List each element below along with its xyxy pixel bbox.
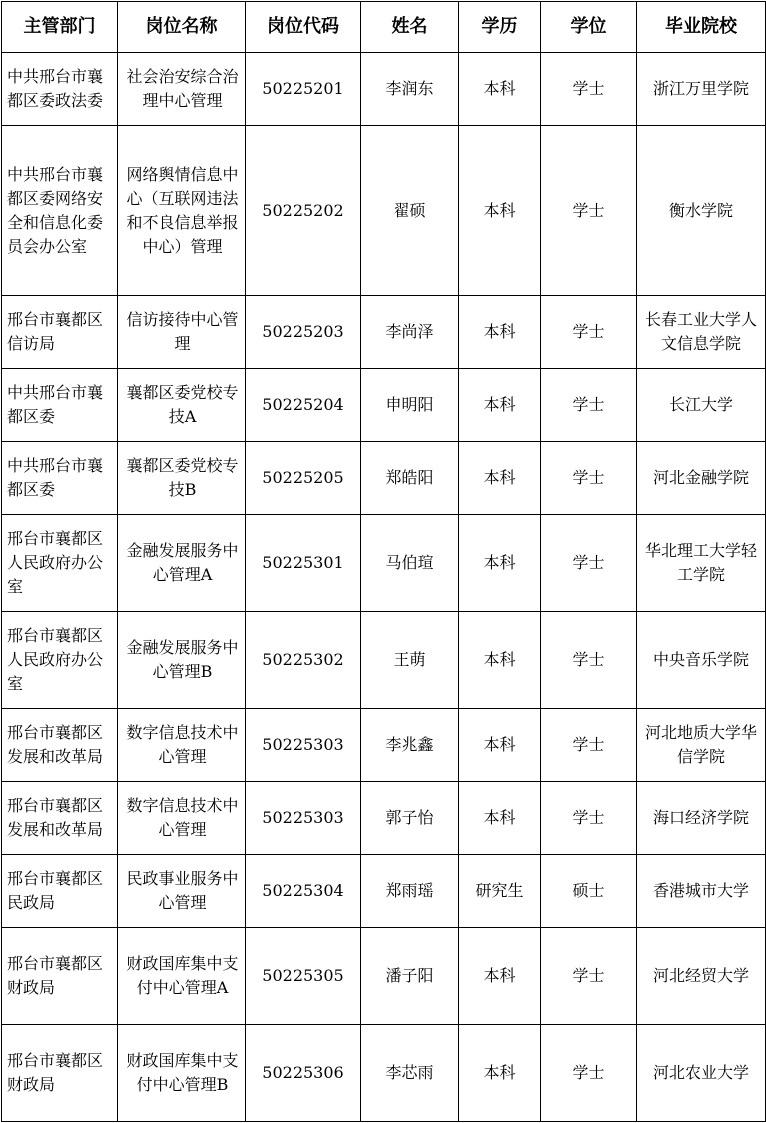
table-row	[2, 709, 766, 782]
cell-code: 50225303	[246, 782, 361, 855]
cell-dept: 邢台市襄都区人民政府办公室	[2, 612, 118, 709]
cell-position: 襄都区委党校专技A	[118, 369, 246, 442]
cell-education: 本科	[459, 1025, 541, 1122]
cell-school: 衡水学院	[637, 126, 766, 296]
cell-position: 财政国库集中支付中心管理A	[118, 928, 246, 1025]
cell-dept: 中共邢台市襄都区委政法委	[2, 53, 118, 126]
cell-degree: 学士	[541, 782, 637, 855]
cell-code: 50225205	[246, 442, 361, 515]
table-row	[2, 855, 766, 928]
cell-name: 李润东	[361, 53, 459, 126]
cell-name: 潘子阳	[361, 928, 459, 1025]
table-row	[2, 53, 766, 126]
table-row	[2, 928, 766, 1025]
cell-code: 50225202	[246, 126, 361, 296]
cell-position: 数字信息技术中心管理	[118, 782, 246, 855]
cell-dept: 邢台市襄都区民政局	[2, 855, 118, 928]
cell-name: 郭子怡	[361, 782, 459, 855]
cell-code: 50225305	[246, 928, 361, 1025]
cell-degree: 学士	[541, 709, 637, 782]
cell-education: 本科	[459, 782, 541, 855]
cell-position: 数字信息技术中心管理	[118, 709, 246, 782]
cell-position: 社会治安综合治理中心管理	[118, 53, 246, 126]
cell-dept: 邢台市襄都区信访局	[2, 296, 118, 369]
cell-code: 50225302	[246, 612, 361, 709]
cell-education: 本科	[459, 369, 541, 442]
cell-degree: 硕士	[541, 855, 637, 928]
cell-position: 襄都区委党校专技B	[118, 442, 246, 515]
cell-degree: 学士	[541, 126, 637, 296]
cell-degree: 学士	[541, 612, 637, 709]
table-row	[2, 296, 766, 369]
table-row	[2, 612, 766, 709]
table-row	[2, 126, 766, 296]
cell-education: 本科	[459, 709, 541, 782]
cell-code: 50225204	[246, 369, 361, 442]
cell-position: 金融发展服务中心管理A	[118, 515, 246, 612]
cell-code: 50225304	[246, 855, 361, 928]
cell-degree: 学士	[541, 369, 637, 442]
cell-dept: 中共邢台市襄都区委	[2, 442, 118, 515]
cell-name: 王萌	[361, 612, 459, 709]
cell-dept: 邢台市襄都区财政局	[2, 928, 118, 1025]
cell-dept: 邢台市襄都区人民政府办公室	[2, 515, 118, 612]
cell-name: 马伯瑄	[361, 515, 459, 612]
cell-position: 金融发展服务中心管理B	[118, 612, 246, 709]
cell-school: 长江大学	[637, 369, 766, 442]
table-row	[2, 442, 766, 515]
header-school: 毕业院校	[637, 2, 766, 53]
header-degree: 学位	[541, 2, 637, 53]
cell-degree: 学士	[541, 296, 637, 369]
cell-name: 李芯雨	[361, 1025, 459, 1122]
cell-school: 河北金融学院	[637, 442, 766, 515]
cell-degree: 学士	[541, 442, 637, 515]
header-code: 岗位代码	[246, 2, 361, 53]
cell-dept: 邢台市襄都区发展和改革局	[2, 782, 118, 855]
cell-code: 50225201	[246, 53, 361, 126]
cell-school: 浙江万里学院	[637, 53, 766, 126]
cell-position: 网络舆情信息中心（互联网违法和不良信息举报中心）管理	[118, 126, 246, 296]
table-row	[2, 782, 766, 855]
cell-dept: 邢台市襄都区财政局	[2, 1025, 118, 1122]
cell-school: 河北经贸大学	[637, 928, 766, 1025]
cell-school: 海口经济学院	[637, 782, 766, 855]
cell-school: 华北理工大学轻工学院	[637, 515, 766, 612]
table-row	[2, 1025, 766, 1122]
cell-education: 研究生	[459, 855, 541, 928]
cell-school: 河北农业大学	[637, 1025, 766, 1122]
cell-school: 中央音乐学院	[637, 612, 766, 709]
cell-code: 50225306	[246, 1025, 361, 1122]
cell-degree: 学士	[541, 515, 637, 612]
cell-name: 李兆鑫	[361, 709, 459, 782]
cell-code: 50225303	[246, 709, 361, 782]
table-row	[2, 515, 766, 612]
table-row	[2, 369, 766, 442]
cell-position: 民政事业服务中心管理	[118, 855, 246, 928]
cell-name: 翟硕	[361, 126, 459, 296]
header-position: 岗位名称	[118, 2, 246, 53]
cell-dept: 中共邢台市襄都区委网络安全和信息化委员会办公室	[2, 126, 118, 296]
cell-name: 申明阳	[361, 369, 459, 442]
header-education: 学历	[459, 2, 541, 53]
header-dept: 主管部门	[2, 2, 118, 53]
cell-education: 本科	[459, 53, 541, 126]
personnel-table	[1, 1, 766, 1122]
cell-name: 郑雨瑶	[361, 855, 459, 928]
cell-name: 郑皓阳	[361, 442, 459, 515]
cell-education: 本科	[459, 442, 541, 515]
cell-position: 信访接待中心管理	[118, 296, 246, 369]
cell-education: 本科	[459, 126, 541, 296]
cell-dept: 中共邢台市襄都区委	[2, 369, 118, 442]
cell-education: 本科	[459, 612, 541, 709]
cell-degree: 学士	[541, 53, 637, 126]
cell-position: 财政国库集中支付中心管理B	[118, 1025, 246, 1122]
cell-education: 本科	[459, 515, 541, 612]
cell-code: 50225301	[246, 515, 361, 612]
cell-school: 长春工业大学人文信息学院	[637, 296, 766, 369]
cell-school: 香港城市大学	[637, 855, 766, 928]
header-name: 姓名	[361, 2, 459, 53]
header-row	[2, 2, 766, 53]
cell-degree: 学士	[541, 928, 637, 1025]
cell-degree: 学士	[541, 1025, 637, 1122]
cell-name: 李尚泽	[361, 296, 459, 369]
cell-school: 河北地质大学华信学院	[637, 709, 766, 782]
cell-dept: 邢台市襄都区发展和改革局	[2, 709, 118, 782]
cell-education: 本科	[459, 296, 541, 369]
cell-education: 本科	[459, 928, 541, 1025]
cell-code: 50225203	[246, 296, 361, 369]
